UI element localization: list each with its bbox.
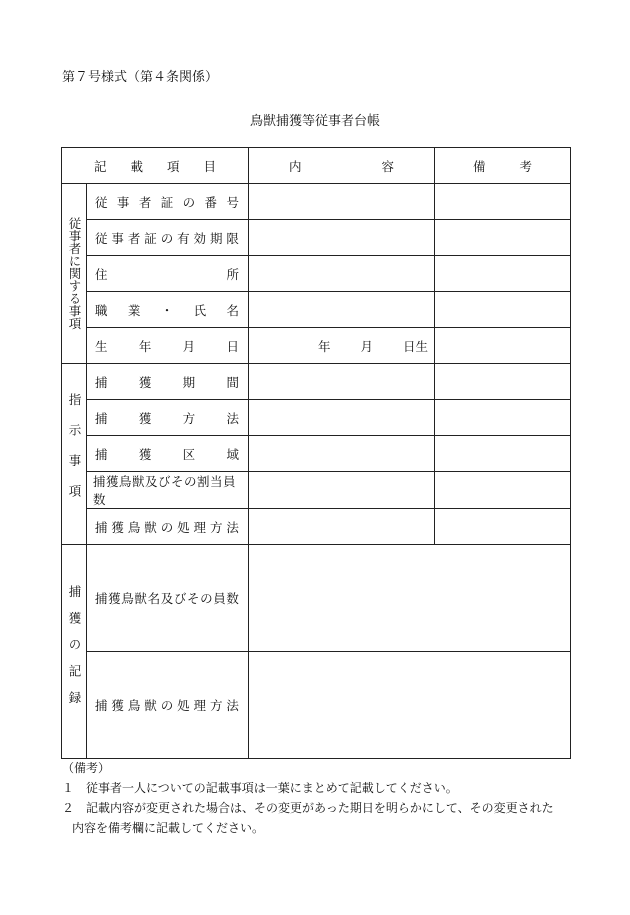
label-char: 法 [226, 698, 239, 713]
label-char: 区 [182, 446, 196, 462]
label-char: 生 [95, 338, 108, 354]
notes [62, 758, 582, 838]
label-char: 従 [95, 194, 108, 210]
label-char: 捕 [95, 446, 108, 462]
header-row [62, 148, 571, 184]
table-row [62, 400, 571, 436]
note-2-continued: 内容を備考欄に記載してください。 [72, 821, 265, 835]
label-char: 月 [182, 338, 196, 354]
label-char: ・ [160, 302, 174, 318]
label-char: の [160, 230, 174, 246]
record-cell[interactable] [249, 652, 571, 759]
label-char: 氏 [193, 302, 207, 318]
dob-cell[interactable] [249, 328, 435, 364]
header-item [62, 148, 249, 184]
header-remarks [435, 148, 571, 184]
label-char: 法 [226, 519, 239, 535]
table-row [62, 220, 571, 256]
label-char: び [173, 591, 187, 606]
label-char: 獣 [134, 591, 147, 606]
remarks-cell[interactable] [435, 292, 571, 328]
content-cell[interactable] [249, 292, 435, 328]
label-char: 名 [226, 302, 239, 318]
label-char: 処 [177, 519, 190, 535]
label-char: 従 [95, 230, 108, 246]
label-char: 捕 [95, 374, 108, 390]
table-row [62, 256, 571, 292]
table-row [62, 364, 571, 400]
label-char: 捕 [95, 410, 108, 426]
header-char: 記 [93, 158, 107, 174]
content-cell[interactable] [249, 364, 435, 400]
label-char: 日生 [402, 338, 428, 354]
label-char: の [160, 519, 174, 535]
table-row [62, 184, 571, 220]
table-row [62, 328, 571, 364]
content-cell[interactable] [249, 436, 435, 472]
label-char: 従事者一人についての記載事項は一葉にまとめて記載してください。 [86, 781, 458, 795]
content-cell[interactable] [249, 220, 435, 256]
row-label [87, 256, 249, 292]
label-char: 記載内容が変更された場合は、その変更があった期日を明らかにして、その変更された [86, 801, 554, 815]
label-char: 住 [95, 266, 108, 282]
label-char: 処 [177, 698, 190, 713]
label-char: 有 [177, 230, 190, 246]
label-char: 証 [144, 230, 157, 246]
row-label [87, 472, 249, 509]
label-char: の [160, 698, 174, 713]
table-row [62, 436, 571, 472]
label-char: 者 [138, 194, 152, 210]
row-label [87, 545, 249, 652]
label-char: 日 [226, 338, 239, 354]
header-char: 内 [289, 158, 302, 174]
row-label [87, 364, 249, 400]
remarks-cell[interactable] [435, 400, 571, 436]
row-label [87, 652, 249, 759]
label-char: 事 [111, 230, 124, 246]
label-char: 理 [193, 698, 207, 713]
section-label-instructions [62, 364, 87, 545]
form-number: 第７号様式（第４条関係） [62, 70, 219, 85]
label-char: 方 [209, 698, 223, 713]
content-cell[interactable] [249, 256, 435, 292]
content-cell[interactable] [249, 509, 435, 545]
label-char: 月 [360, 338, 373, 354]
cell-label: 捕獲鳥獣及びその割当員数 [93, 474, 237, 507]
label-char: 理 [193, 519, 207, 535]
remarks-cell[interactable] [435, 220, 571, 256]
label-char: 期 [209, 230, 223, 246]
label-char: １ [62, 781, 75, 795]
label-char: 職 [95, 302, 108, 318]
label-char: 獣 [144, 519, 157, 535]
row-label [87, 184, 249, 220]
row-label [87, 220, 249, 256]
notes-heading: （備考） [62, 761, 111, 775]
label-char: 数 [226, 591, 239, 606]
section-label-worker [62, 184, 87, 364]
table-row [62, 652, 571, 759]
remarks-cell[interactable] [435, 256, 571, 292]
label-char: 事 [116, 194, 130, 210]
row-label [87, 400, 249, 436]
record-cell[interactable] [249, 545, 571, 652]
label-char: 獣 [144, 698, 157, 713]
table-row [62, 509, 571, 545]
label-char: 年 [317, 338, 331, 354]
label-char: ２ [62, 801, 75, 815]
label-char: 効 [193, 230, 207, 246]
table-row [62, 292, 571, 328]
table-row [62, 545, 571, 652]
header-char: 考 [519, 158, 532, 174]
label-char: 獲 [138, 446, 152, 462]
row-label [87, 328, 249, 364]
table-row [62, 472, 571, 509]
label-char: 番 [204, 194, 218, 210]
label-char: の [200, 591, 213, 606]
label-char: 獲 [138, 410, 152, 426]
content-cell[interactable] [249, 400, 435, 436]
label-char: 域 [226, 446, 239, 462]
content-cell[interactable] [249, 472, 435, 509]
label-char: 捕 [95, 519, 108, 535]
label-char: 期 [182, 374, 196, 390]
label-char: 年 [138, 338, 152, 354]
header-char: 目 [203, 158, 216, 174]
cell-label: 従事者に関する事項 [67, 217, 82, 330]
label-char: 捕 [95, 698, 108, 713]
label-char: 方 [182, 410, 196, 426]
row-label [87, 436, 249, 472]
label-char: 獲 [138, 374, 152, 390]
label-char: の [182, 194, 196, 210]
label-char: 捕 [95, 591, 108, 606]
label-char: 者 [127, 230, 141, 246]
remarks-cell[interactable] [435, 328, 571, 364]
label-char: 鳥 [127, 519, 141, 535]
label-char: 名 [147, 591, 161, 606]
remarks-cell[interactable] [435, 472, 571, 509]
header-char: 載 [130, 158, 143, 174]
label-char: 方 [209, 519, 223, 535]
label-char: 間 [226, 374, 239, 390]
note-2 [62, 798, 582, 818]
header-content [249, 148, 435, 184]
cell-label: 捕獲の記録 [67, 585, 82, 718]
header-char: 備 [473, 158, 486, 174]
row-label [87, 509, 249, 545]
header-char: 項 [166, 158, 180, 174]
note-1 [62, 778, 582, 798]
label-char: 所 [226, 266, 239, 282]
label-char: 及 [160, 591, 174, 606]
label-char: 鳥 [121, 591, 134, 606]
content-cell[interactable] [249, 184, 435, 220]
label-char: 業 [127, 302, 141, 318]
remarks-cell[interactable] [435, 364, 571, 400]
cell-label: 指示事項 [67, 393, 82, 515]
label-char: 法 [226, 410, 239, 426]
label-char: 限 [226, 230, 239, 246]
label-char: 鳥 [127, 698, 141, 713]
header-char: 容 [381, 158, 394, 174]
label-char: 獲 [108, 591, 121, 606]
row-label [87, 292, 249, 328]
remarks-cell[interactable] [435, 184, 571, 220]
section-label-record [62, 545, 87, 759]
label-char: 員 [213, 591, 226, 606]
label-char: 獲 [111, 519, 124, 535]
label-char: そ [186, 591, 200, 606]
document-title: 鳥獣捕獲等従事者台帳 [249, 114, 380, 129]
label-char: 証 [160, 194, 174, 210]
remarks-cell[interactable] [435, 509, 571, 545]
label-char: 号 [226, 194, 239, 210]
ledger-table [61, 147, 571, 759]
label-char: 獲 [111, 698, 124, 713]
remarks-cell[interactable] [435, 436, 571, 472]
